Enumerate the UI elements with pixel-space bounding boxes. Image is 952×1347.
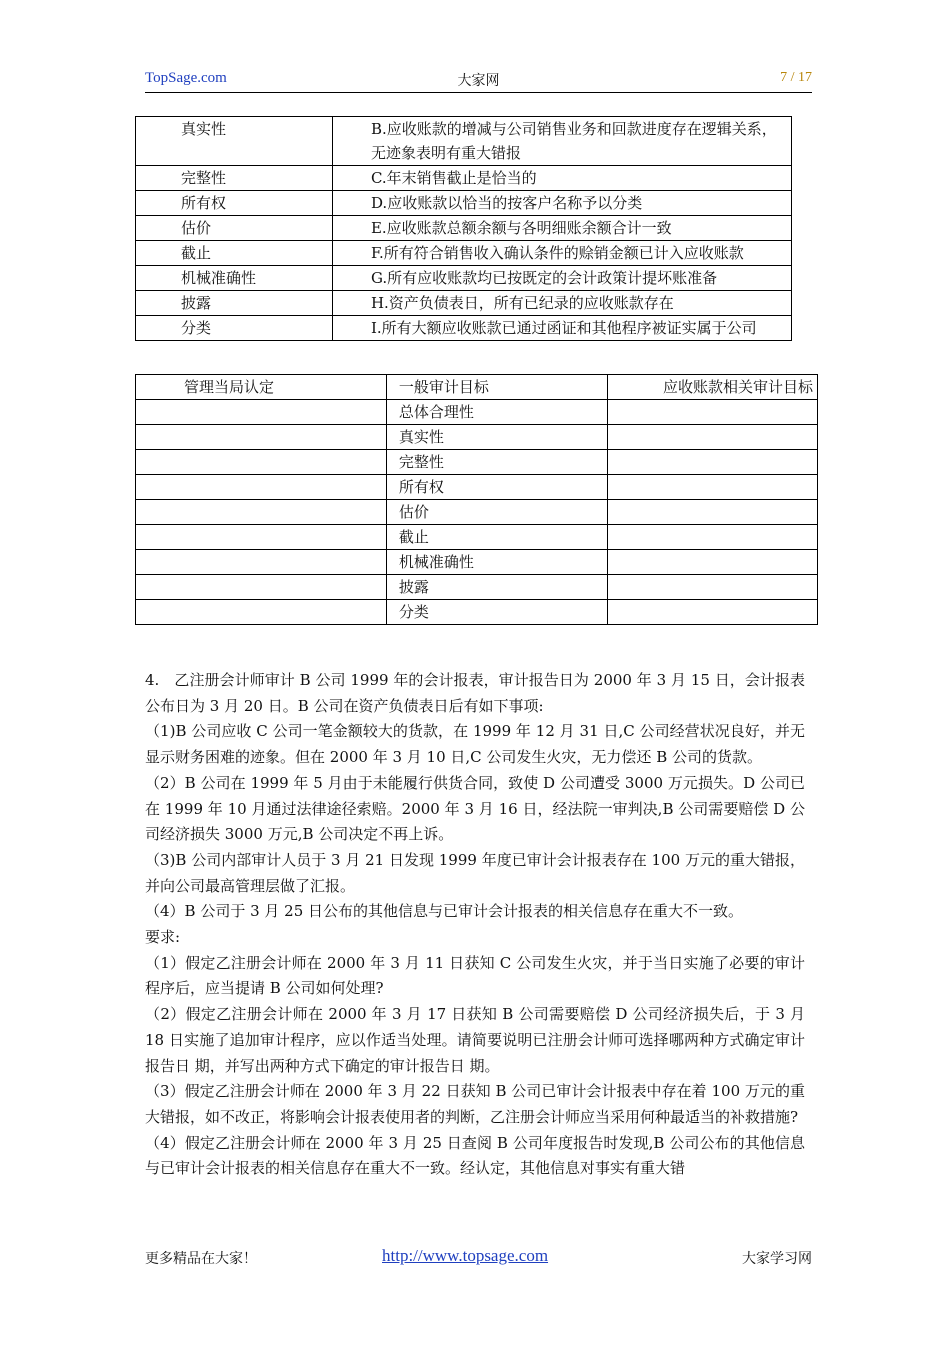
empty-cell [136, 425, 387, 450]
table-row [136, 166, 792, 191]
page-number: 7 / 17 [780, 70, 812, 85]
table-cell: 完整性 [136, 166, 333, 191]
column-header: 管理当局认定 [136, 375, 387, 400]
table-cell: 分类 [386, 600, 607, 625]
page-header [145, 70, 812, 93]
table-row [136, 600, 818, 625]
table-cell: 所有权 [386, 475, 607, 500]
table-cell: 所有权 [136, 191, 333, 216]
empty-cell [136, 550, 387, 575]
table-cell: H.资产负债表日，所有已纪录的应收账款存在 [332, 291, 791, 316]
assertion-options-table [135, 116, 792, 341]
table-cell: D.应收账款以恰当的按客户名称予以分类 [332, 191, 791, 216]
empty-cell [136, 475, 387, 500]
site-name[interactable]: TopSage.com [145, 70, 227, 86]
empty-cell [136, 575, 387, 600]
empty-cell [608, 600, 818, 625]
empty-cell [136, 400, 387, 425]
table-cell: 披露 [386, 575, 607, 600]
empty-cell [136, 525, 387, 550]
table-cell: F.所有符合销售收入确认条件的赊销金额已计入应收账款 [332, 241, 791, 266]
footer-link[interactable]: http://www.topsage.com [382, 1246, 549, 1265]
paragraph: （1）假定乙注册会计师在 2000 年 3 月 11 日获知 C 公司发生火灾，并于当日实施了必要的审计程序后，应当提请 B 公司如何处理? [145, 953, 805, 998]
table-row [136, 475, 818, 500]
empty-cell [608, 550, 818, 575]
column-header: 一般审计目标 [386, 375, 607, 400]
empty-cell [608, 500, 818, 525]
table-row [136, 316, 792, 341]
footer-slogan: 更多精品在大家！ [145, 1251, 257, 1267]
table-cell: 机械准确性 [136, 266, 333, 291]
column-header: 应收账款相关审计目标 [608, 375, 818, 400]
table-row [136, 216, 792, 241]
empty-cell [608, 400, 818, 425]
table-cell: G.所有应收账款均已按既定的会计政策计提坏账准备 [332, 266, 791, 291]
table-row [136, 450, 818, 475]
empty-cell [608, 575, 818, 600]
table-cell: I.所有大额应收账款已通过函证和其他程序被证实属于公司 [332, 316, 791, 341]
table-row [136, 550, 818, 575]
table-cell: 真实性 [386, 425, 607, 450]
table-cell: B.应收账款的增减与公司销售业务和回款进度存在逻辑关系，无迹象表明有重大错报 [332, 117, 791, 166]
paragraph: （4）B 公司于 3 月 25 日公布的其他信息与已审计会计报表的相关信息存在重大不一致。 [145, 902, 744, 921]
table-cell: 分类 [136, 316, 333, 341]
table-row [136, 266, 792, 291]
empty-cell [136, 600, 387, 625]
table-header-row [136, 375, 818, 400]
table-cell: 估价 [136, 216, 333, 241]
page-footer [145, 1246, 812, 1270]
empty-cell [136, 500, 387, 525]
empty-cell [608, 450, 818, 475]
paragraph: 4. 乙注册会计师审计 B 公司 1999 年的会计报表，审计报告日为 2000 年 3 月 15 日，会计报表公布日为 3 月 20 日。B 公司在资产负债表日后有如下事项: [145, 671, 805, 715]
table-row [136, 291, 792, 316]
table-cell: C.年末销售截止是恰当的 [332, 166, 791, 191]
paragraph: （4）假定乙注册会计师在 2000 年 3 月 25 日查阅 B 公司年度报告时发现,B 公司公布的其他信息与已审计会计报表的相关信息存在重大不一致。经认定，其他信息对事实有重大错 [145, 1133, 805, 1178]
empty-cell [608, 475, 818, 500]
paragraph: （2）假定乙注册会计师在 2000 年 3 月 17 日获知 B 公司需要赔偿 D 公司经济损失后，于 3 月 18 日实施了追加审计程序，应以作适当处理。请简要说明已注册会计师可选择哪两种方式确定审计报告日 期，并写出两种方式下确定的审计报告日 期。 [145, 1005, 805, 1075]
table-row [136, 241, 792, 266]
table-cell: 估价 [386, 500, 607, 525]
table-cell: 机械准确性 [386, 550, 607, 575]
table-row [136, 400, 818, 425]
table-cell: 完整性 [386, 450, 607, 475]
table-cell: 真实性 [136, 117, 333, 166]
table-cell: 截止 [386, 525, 607, 550]
paragraph: （2）B 公司在 1999 年 5 月由于未能履行供货合同，致使 D 公司遭受 3000 万元损失。D 公司已在 1999 年 10 月通过法律途径索赔。2000 年 3 月 16 日，经法院一审判决,B 公司需要赔偿 D 公司经济损失 3000 万元,B 公司决定不再上诉。 [145, 773, 805, 844]
paragraph: （3)B 公司内部审计人员于 3 月 21 日发现 1999 年度已审计会计报表存在 100 万元的重大错报，并向公司最高管理层做了汇报。 [145, 850, 805, 895]
paragraph: 要求: [145, 928, 181, 947]
table-cell: 总体合理性 [386, 400, 607, 425]
empty-cell [136, 450, 387, 475]
table-cell: E.应收账款总额余额与各明细账余额合计一致 [332, 216, 791, 241]
table-row [136, 500, 818, 525]
empty-cell [608, 525, 818, 550]
paragraph: （1)B 公司应收 C 公司一笔金额较大的货款，在 1999 年 12 月 31 日,C 公司经营状况良好，并无显示财务困难的迹象。但在 2000 年 3 月 10 日,C 公司发生火灾，无力偿还 B 公司的货款。 [145, 722, 805, 767]
audit-objectives-table [135, 374, 818, 625]
question-text [145, 668, 805, 1182]
table-row [136, 191, 792, 216]
table-row [136, 117, 792, 166]
header-title: 大家网 [457, 73, 500, 89]
table-cell: 披露 [136, 291, 333, 316]
table-cell: 截止 [136, 241, 333, 266]
empty-cell [608, 425, 818, 450]
table-row [136, 425, 818, 450]
footer-site-name: 大家学习网 [742, 1251, 812, 1267]
paragraph: （3）假定乙注册会计师在 2000 年 3 月 22 日获知 B 公司已审计会计报表中存在着 100 万元的重大错报，如不改正，将影响会计报表使用者的判断，乙注册会计师应当采用何种最适当的补救措施? [145, 1082, 805, 1126]
table-row [136, 575, 818, 600]
table-row [136, 525, 818, 550]
